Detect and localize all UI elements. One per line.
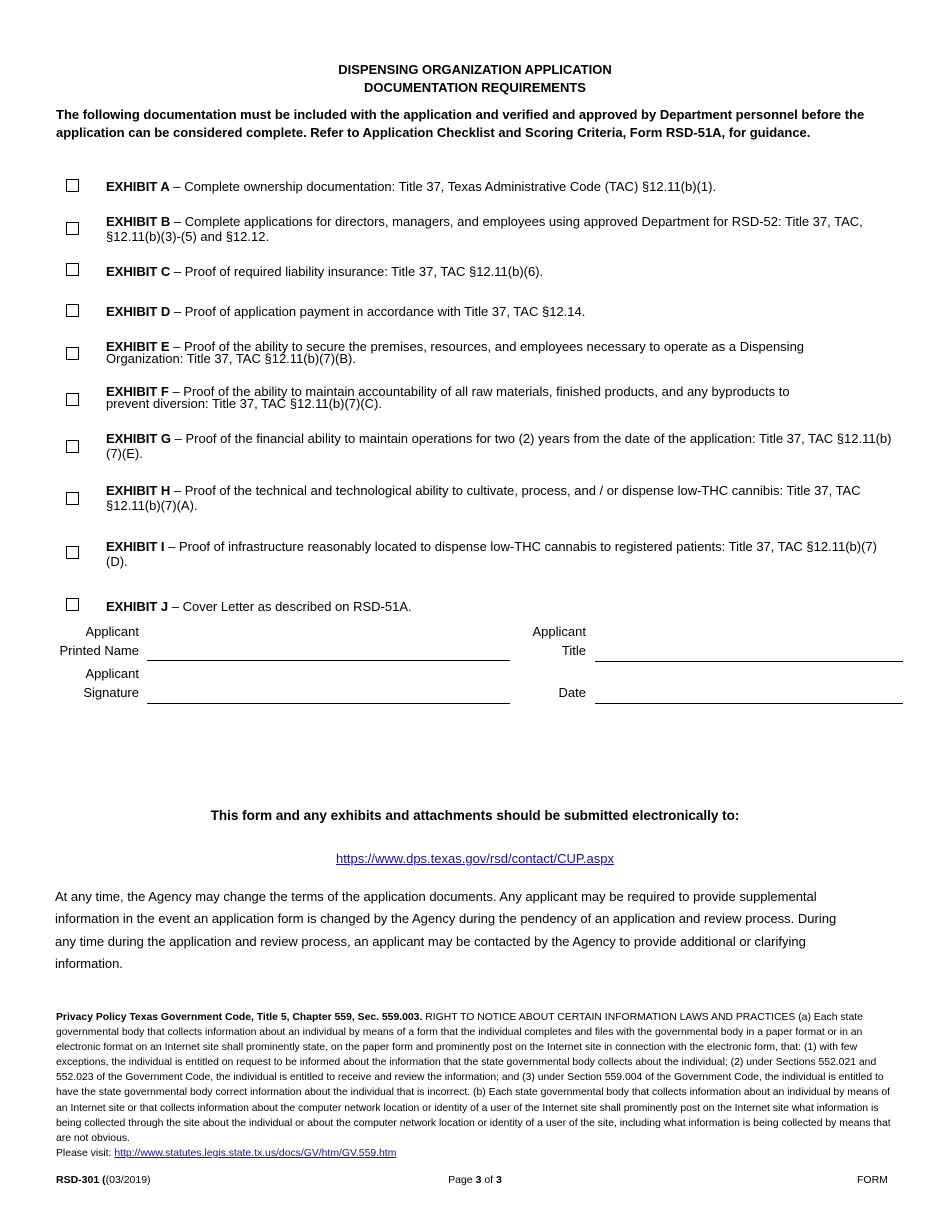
form-label: FORM bbox=[857, 1174, 888, 1186]
exhibit-e-item: EXHIBIT E – Proof of the ability to secure the premises, resources, and employees necessary to operate as a Dispensing Organization: Title 37, TAC §12.11(b)(7)(B). bbox=[106, 339, 805, 366]
exhibit-h-checkbox[interactable] bbox=[66, 492, 79, 505]
exhibit-h-item: EXHIBIT H – Proof of the technical and technological ability to cultivate, process, and / or dispense low-THC cannibis: Title 37, TAC §12.11(b)(7)(A). bbox=[106, 483, 861, 513]
exhibit-b-item: EXHIBIT B – Complete applications for directors, managers, and employees using approved Department for RSD-52: Title 37, TAC, §12.11(b)(3)-(5) and §12.12. bbox=[106, 214, 863, 244]
signature-field[interactable] bbox=[147, 703, 510, 704]
applicant-title-label: Applicant Title bbox=[532, 624, 586, 658]
applicant-title-field[interactable] bbox=[595, 661, 903, 662]
printed-name-field[interactable] bbox=[147, 660, 510, 661]
exhibit-a-item: EXHIBIT A – Complete ownership documentation: Title 37, Texas Administrative Code (TAC) §12.11(b)(1). bbox=[106, 179, 717, 194]
exhibit-d-item: EXHIBIT D – Proof of application payment in accordance with Title 37, TAC §12.14. bbox=[106, 304, 586, 319]
printed-name-label: Applicant Printed Name bbox=[59, 624, 139, 658]
intro-instructions: The following documentation must be included with the application and verified and approved by Department personnel before the application can be considered complete. Refer to Application Checklist and Scoring Criteria, Form RSD-51A, for guidance. bbox=[56, 107, 865, 140]
exhibit-i-item: EXHIBIT I – Proof of infrastructure reasonably located to dispense low-THC cannabis to registered patients: Title 37, TAC §12.11(b)(7)(D). bbox=[106, 539, 877, 569]
exhibit-i-checkbox[interactable] bbox=[66, 546, 79, 559]
signature-label: Applicant Signature bbox=[83, 666, 139, 700]
page-subtitle: DOCUMENTATION REQUIREMENTS bbox=[364, 80, 586, 95]
exhibit-c-item: EXHIBIT C – Proof of required liability insurance: Title 37, TAC §12.11(b)(6). bbox=[106, 264, 544, 279]
exhibit-f-item: EXHIBIT F – Proof of the ability to maintain accountability of all raw materials, finished products, and any byproducts to prevent diversion: Title 37, TAC §12.11(b)(7)(C). bbox=[106, 384, 790, 411]
date-label: Date bbox=[558, 685, 586, 700]
statute-link[interactable]: http://www.statutes.legis.state.tx.us/docs/GV/htm/GV.559.htm bbox=[114, 1147, 397, 1159]
submission-heading: This form and any exhibits and attachments should be submitted electronically to: bbox=[210, 808, 740, 823]
exhibit-b-checkbox[interactable] bbox=[66, 222, 79, 235]
exhibit-g-checkbox[interactable] bbox=[66, 440, 79, 453]
form-id: RSD-301 ((03/2019) bbox=[56, 1174, 151, 1186]
exhibit-a-checkbox[interactable] bbox=[66, 179, 79, 192]
exhibit-j-item: EXHIBIT J – Cover Letter as described on RSD-51A. bbox=[106, 599, 412, 614]
exhibit-f-checkbox[interactable] bbox=[66, 393, 79, 406]
page-number: Page 3 of 3 bbox=[448, 1174, 502, 1186]
page-title: DISPENSING ORGANIZATION APPLICATION bbox=[338, 62, 612, 77]
exhibit-d-checkbox[interactable] bbox=[66, 304, 79, 317]
exhibit-j-checkbox[interactable] bbox=[66, 598, 79, 611]
submission-link[interactable]: https://www.dps.texas.gov/rsd/contact/CUP.aspx bbox=[336, 851, 614, 866]
exhibit-e-checkbox[interactable] bbox=[66, 347, 79, 360]
privacy-policy: Privacy Policy Texas Government Code, Title 5, Chapter 559, Sec. 559.003. RIGHT TO NOTICE ABOUT CERTAIN INFORMATION LAWS AND PRACTICES (a) Each state governmental body that collects information about an individual by means of a form that the individual completes and files with the governmental body in a paper format or in an electronic format on an Internet site shall prominently state, on the paper form and prominently post on the Internet site in connection with the electronic form, that: (1) with few exceptions, the individual is entitled on request to be informed about the information that the state governmental body collects about the individual; (2) under Sections 552.021 and 552.023 of the Government Code, the individual is entitled to receive and review the information; and (3) under Section 559.004 of the Government Code, the individual is entitled to have the state governmental body correct information about the individual that is incorrect. (b) Each state governmental body that collects information about an individual by means of an Internet site or that collects information about the computer network location or identity of a user of the Internet site shall prominently post on the Internet site what information is being collected through the site about the individual or about the computer network location or identity of a user of the site, including what information is being collected by means that are not obvious. Please visit: http://www.statutes.legis.state.tx.us/docs/GV/htm/GV.559.htm bbox=[56, 1012, 891, 1159]
exhibit-g-item: EXHIBIT G – Proof of the financial ability to maintain operations for two (2) years from the date of the application: Title 37, TAC §12.11(b)(7)(E). bbox=[106, 431, 892, 461]
exhibit-c-checkbox[interactable] bbox=[66, 263, 79, 276]
agency-notice: At any time, the Agency may change the terms of the application documents. Any applicant may be required to provide supplemental information in the event an application form is changed by the Agency during the pendency of an application and review process. During any time during the application and review process, an applicant may be contacted by the Agency to provide additional or clarifying information. bbox=[55, 889, 837, 971]
date-field[interactable] bbox=[595, 703, 903, 704]
